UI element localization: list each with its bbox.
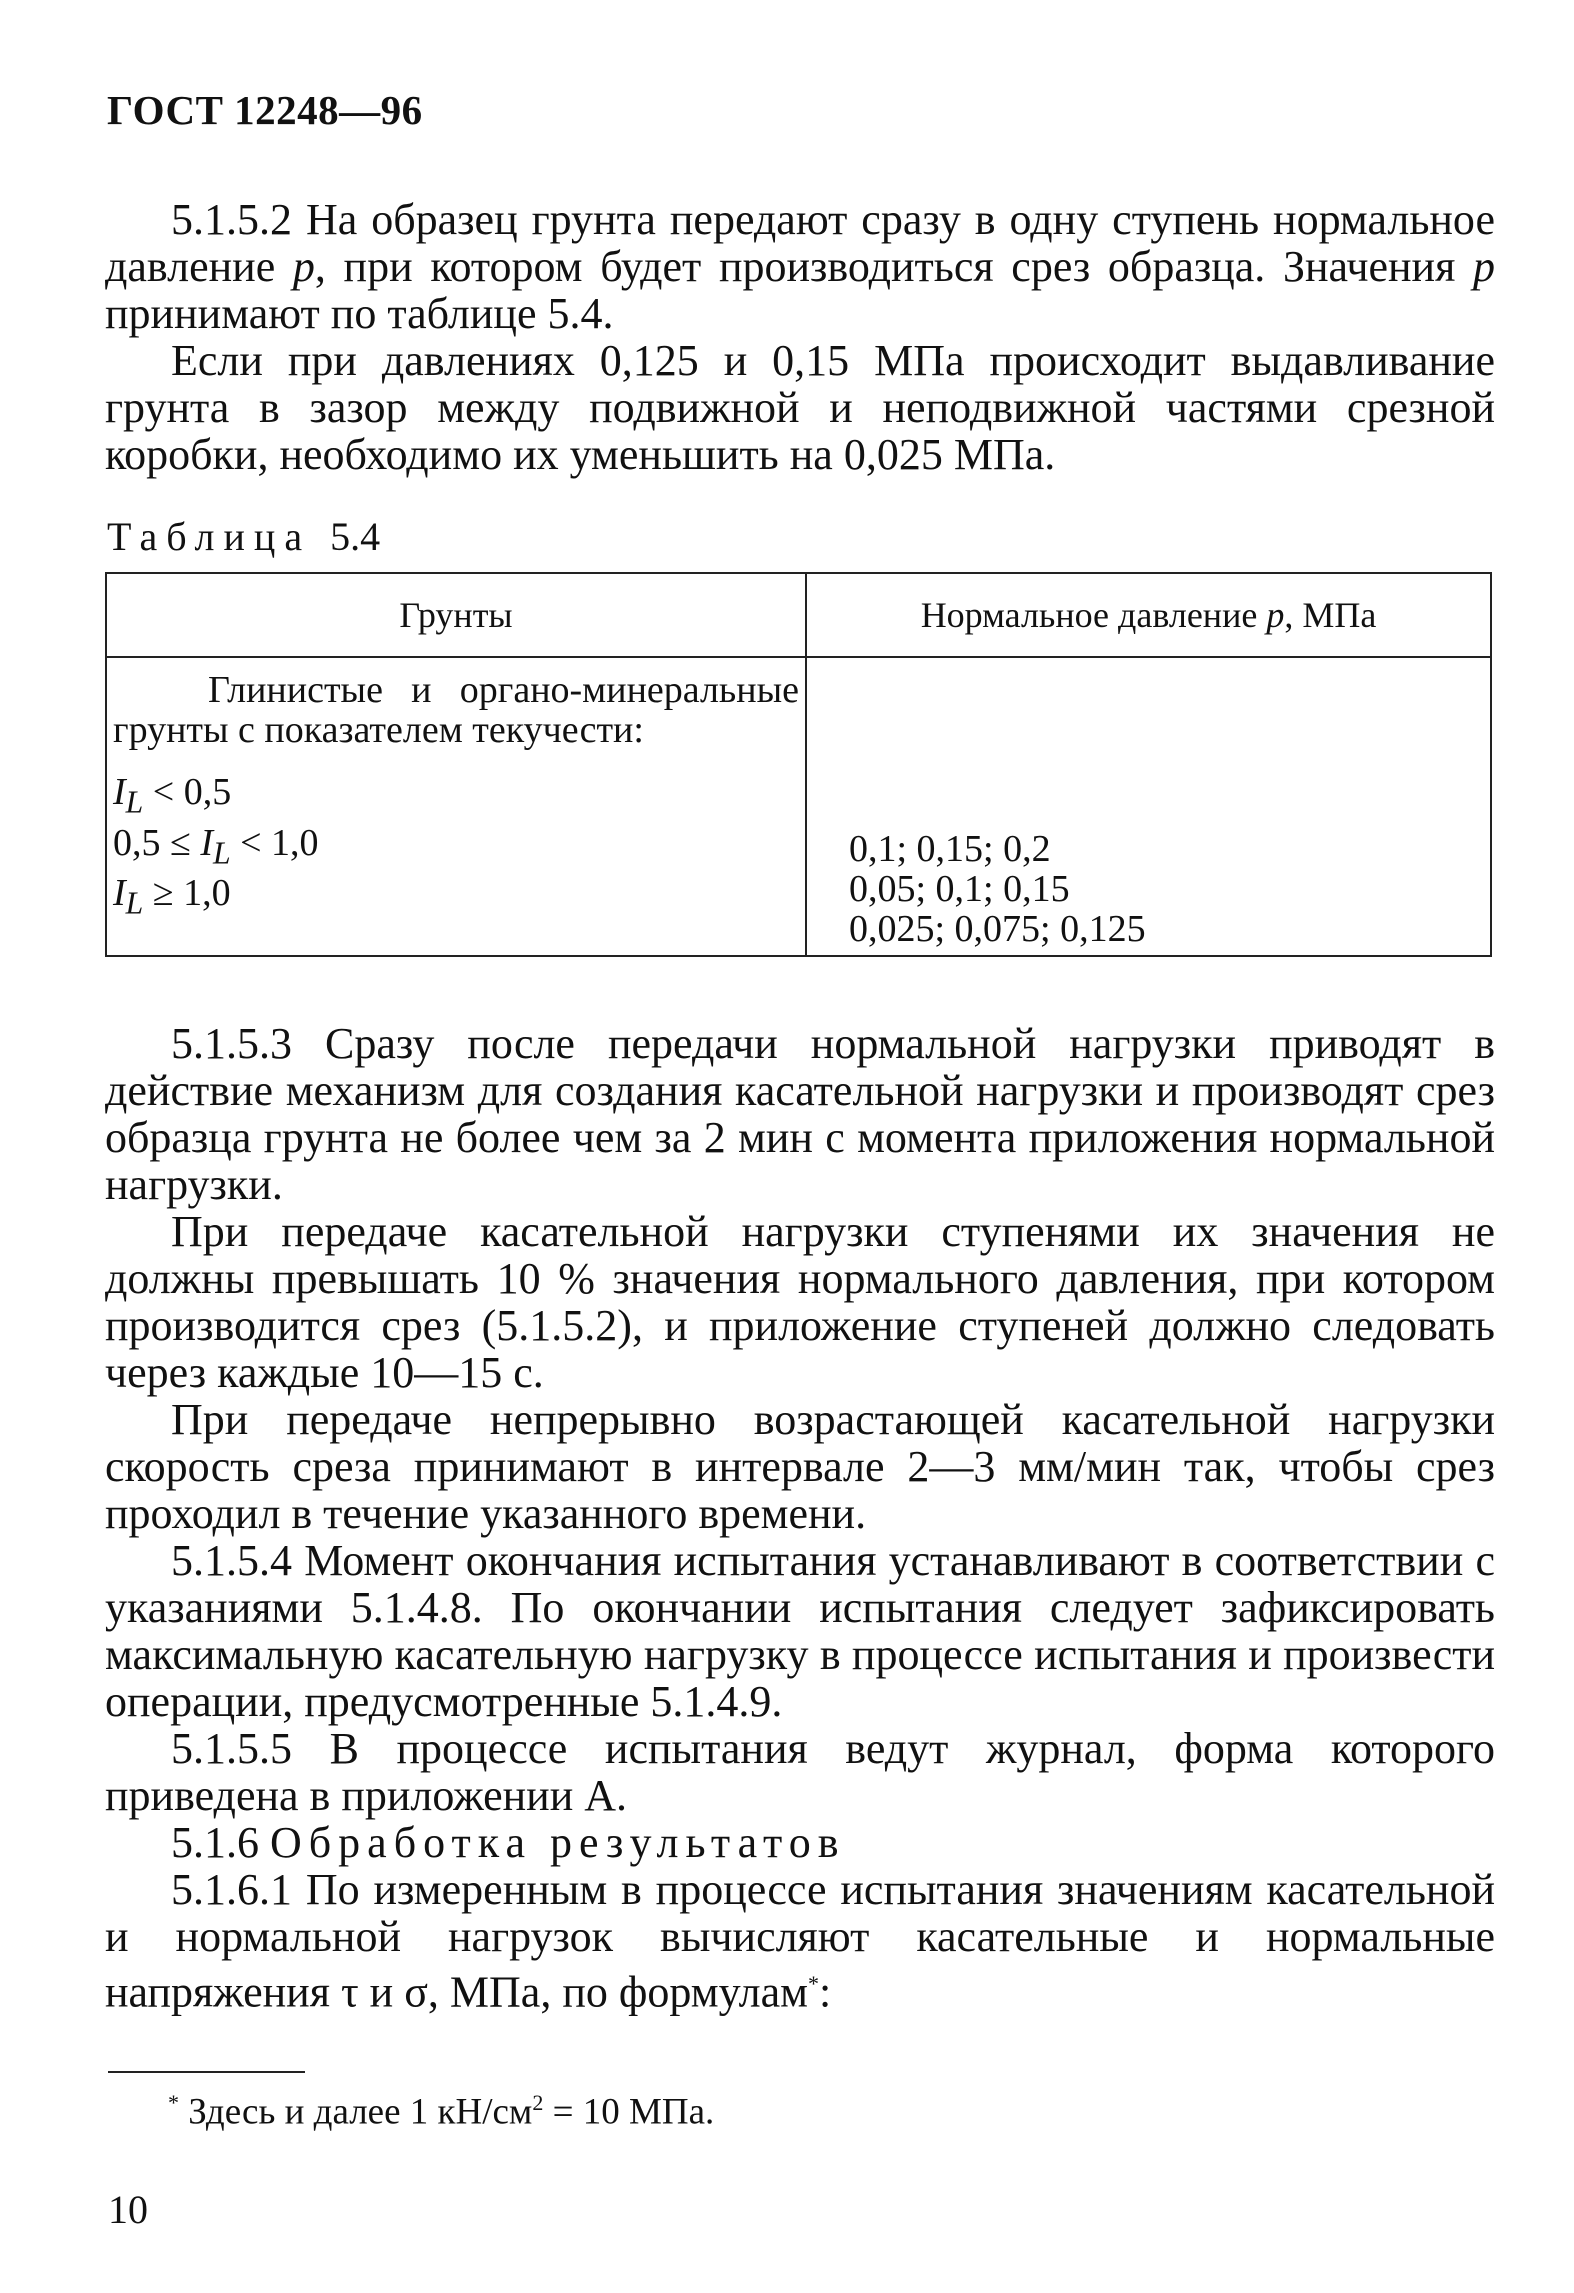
table-caption-number: 5.4 xyxy=(330,514,381,559)
soil-description: Глинистые и органо-минеральные грунты с показателем текучести: xyxy=(113,669,799,751)
paragraph-text: 5.1.6.1 По измеренным в процессе испытания значениям касательной и нормальной нагрузок вычисляют касательные и нормальные напряжения τ и σ, МПа, по формулам xyxy=(105,1865,1495,2017)
paragraph-text: , при котором будет производиться срез образца. Значения xyxy=(314,242,1473,291)
liquidity-index-row: $I_L < 0,5$ xyxy=(113,771,232,820)
footnote-superscript: 2 xyxy=(532,2090,544,2115)
paragraph-step-loading: При передаче касательной нагрузки ступенями их значения не должны превышать 10 % значения нормального давления, при котором производится срез (5.1.5.2), и приложение ступеней должно следовать через каждые 10—15 с. xyxy=(105,1207,1495,1397)
paragraph-extrusion-note: Если при давлениях 0,125 и 0,15 МПа происходит выдавливание грунта в зазор между подвижной и неподвижной частями срезной коробки, необходимо их уменьшить на 0,025 МПа. xyxy=(105,336,1495,479)
paragraph-text: : xyxy=(818,1967,832,2017)
paragraph-5-1-5-3: 5.1.5.3 Сразу после передачи нормальной нагрузки приводят в действие механизм для создания касательной нагрузки и производят срез образца грунта не более чем за 2 мин с момента приложения нормальной нагрузки. xyxy=(105,1019,1495,1209)
paragraph-5-1-5-2 xyxy=(105,196,1495,337)
paragraph-text: 5.1.5.2 На образец грунта передают сразу в одну ступень нормальное давление xyxy=(105,195,1495,291)
table-caption-word: Таблица xyxy=(107,514,312,559)
footnote-divider xyxy=(108,2071,305,2073)
table-body-row xyxy=(106,657,1491,956)
variable-p: p xyxy=(1472,242,1495,291)
section-number: 5.1.6 xyxy=(171,1818,270,1867)
table-header-soils: Грунты xyxy=(106,573,806,657)
liquidity-index-row: $0,5 \le I_L < 1,0$ xyxy=(113,821,319,871)
header-text: Нормальное давление xyxy=(920,595,1267,635)
paragraph-5-1-6-1 xyxy=(105,1866,1495,2016)
variable-p: p xyxy=(292,242,315,291)
paragraph-text: принимают по таблице 5.4. xyxy=(105,289,614,338)
section-heading-5-1-6 xyxy=(105,1819,1495,1866)
section-title: Обработка результатов xyxy=(270,1818,846,1867)
paragraph-continuous-loading: При передаче непрерывно возрастающей касательной нагрузки скорость среза принимают в интервале 2—3 мм/мин так, чтобы срез проходил в течение указанного времени. xyxy=(105,1395,1495,1538)
table-cell-pressure xyxy=(806,657,1491,956)
footnote-text: = 10 МПа. xyxy=(543,2091,715,2133)
table-5-4 xyxy=(105,572,1492,957)
footnote-text: Здесь и далее 1 кН/см xyxy=(179,2091,533,2133)
table-caption xyxy=(107,513,380,560)
table-header-row xyxy=(106,573,1491,657)
spacer xyxy=(849,670,1489,829)
section-5-1-5-2 xyxy=(105,196,1495,478)
footnote xyxy=(168,2090,714,2133)
pressure-value: 0,05; 0,1; 0,15 xyxy=(849,868,1070,910)
footnote-star: * xyxy=(168,2090,179,2115)
paragraph-5-1-5-5: 5.1.5.5 В процессе испытания ведут журнал, форма которого приведена в приложении А. xyxy=(105,1724,1495,1820)
liquidity-index-row: $I_L \ge 1,0$ xyxy=(113,872,231,921)
document-header: ГОСТ 12248—96 xyxy=(107,87,423,133)
header-text: , МПа xyxy=(1284,595,1377,635)
pressure-value: 0,025; 0,075; 0,125 xyxy=(849,908,1146,950)
paragraph-5-1-5-4: 5.1.5.4 Момент окончания испытания устанавливают в соответствии с указаниями 5.1.4.8. По окончании испытания следует зафиксировать максимальную касательную нагрузку в процессе испытания и произвести операции, предусмотренные 5.1.4.9. xyxy=(105,1536,1495,1726)
pressure-value: 0,1; 0,15; 0,2 xyxy=(849,828,1051,870)
section-5-1-5-3-to-5-1-6-1 xyxy=(105,1020,1495,2016)
footnote-marker: * xyxy=(807,1971,819,1996)
page-number: 10 xyxy=(108,2187,148,2232)
variable-p: p xyxy=(1266,595,1285,635)
table-header-pressure xyxy=(806,573,1491,657)
table-cell-soils xyxy=(106,657,806,956)
